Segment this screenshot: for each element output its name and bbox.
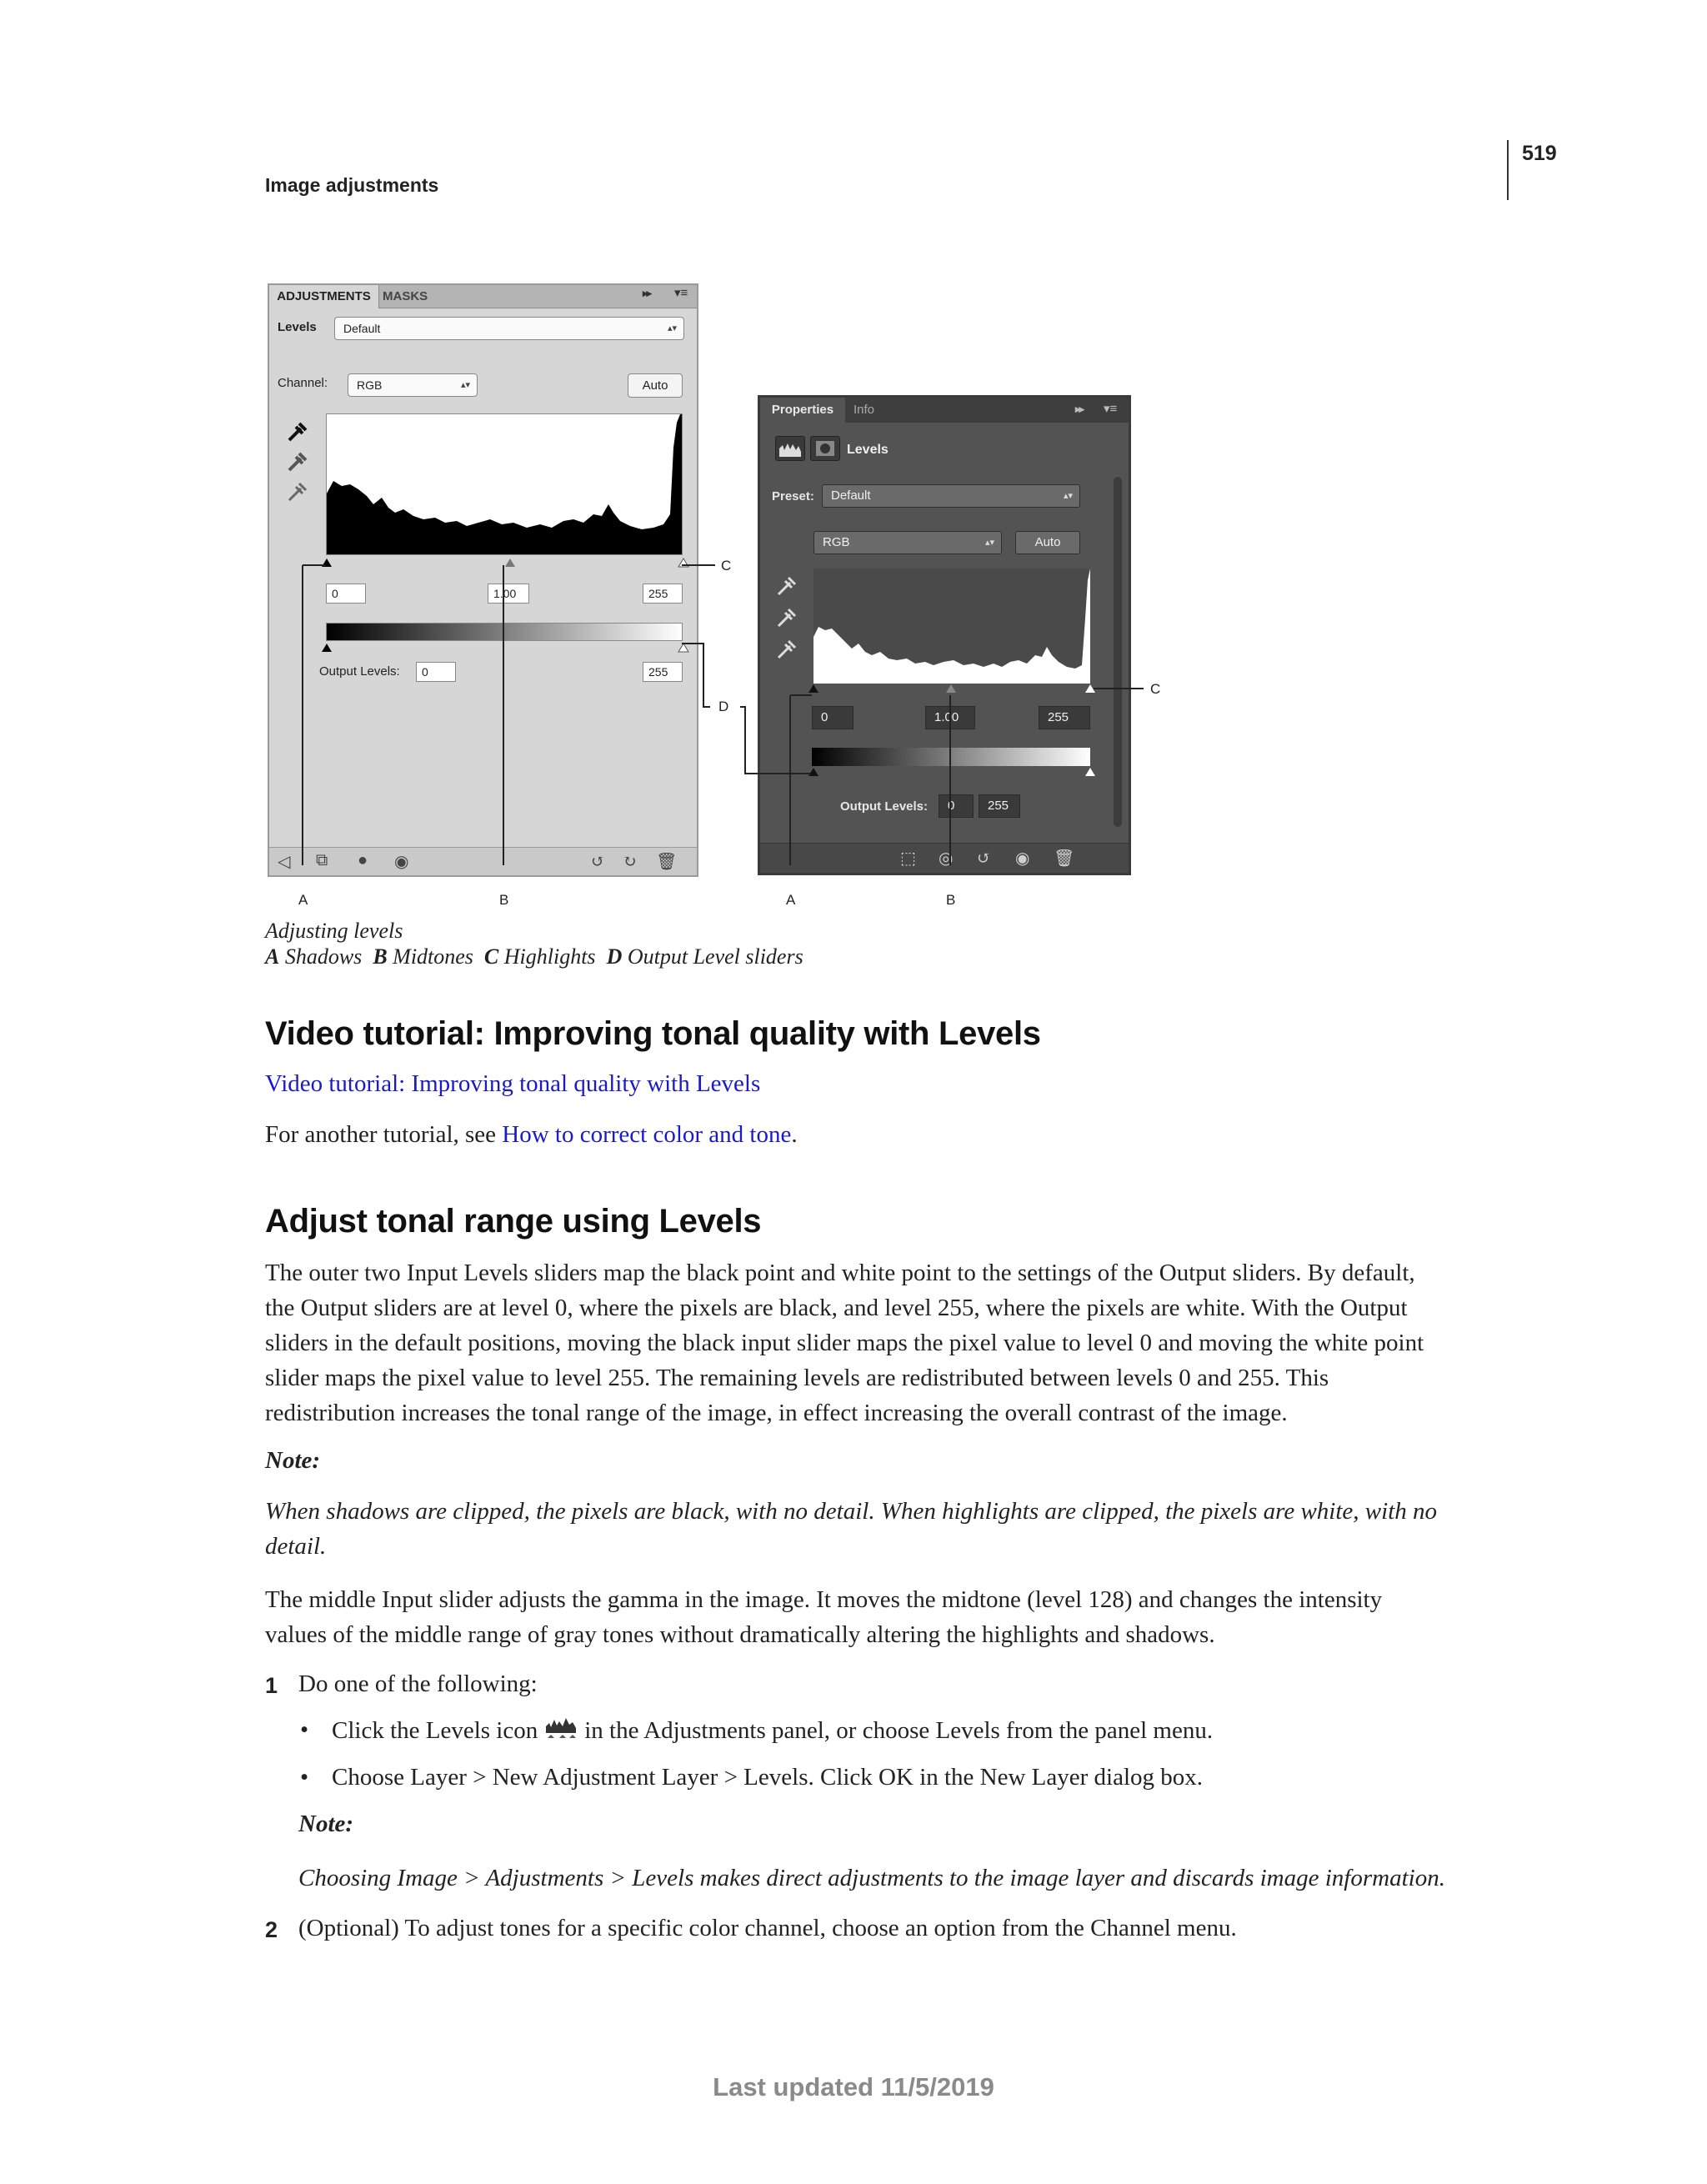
- output-white-field[interactable]: 255: [643, 662, 683, 682]
- note-text: [265, 1494, 1499, 1564]
- select-arrows-icon: ▴▾: [984, 538, 994, 548]
- caption-text: Shadows: [284, 944, 363, 969]
- adjust-tonal-range-heading: Adjust tonal range using Levels: [265, 1203, 762, 1240]
- preset-value: Default: [831, 488, 871, 503]
- bullet-2-glyph: •: [300, 1764, 309, 1791]
- paragraph-line: slider maps the pixel value to level 255. The remaining levels are redistributed between levels 0 and 255. This: [265, 1365, 1329, 1391]
- select-arrows-icon: ▴▾: [460, 380, 470, 390]
- auto-button[interactable]: Auto: [628, 373, 683, 398]
- callout-a-old: A: [298, 892, 308, 908]
- tab-properties[interactable]: Properties: [760, 398, 845, 423]
- clip-to-layer-icon[interactable]: ⧉: [316, 851, 328, 869]
- output-levels-label: Output Levels:: [840, 799, 929, 814]
- callout-line-d-new: [740, 707, 810, 774]
- note-label: Note:: [265, 1447, 321, 1474]
- clip-to-layer-icon[interactable]: ⬚: [900, 849, 916, 868]
- input-black-field[interactable]: 0: [812, 706, 854, 729]
- paragraph-line: The middle Input slider adjusts the gamma in the image. It moves the midtone (level 128) and changes the intensity: [265, 1586, 1383, 1613]
- figure-caption-legend: [265, 944, 803, 969]
- last-updated-footer: Last updated 11/5/2019: [713, 2072, 994, 2101]
- caption-text: Midtones: [393, 944, 473, 969]
- trash-icon[interactable]: 🗑: [656, 853, 678, 871]
- view-previous-icon[interactable]: ◎: [939, 849, 954, 868]
- levels-figure: [265, 282, 1182, 924]
- callout-c-new: C: [1150, 681, 1161, 697]
- output-black-field[interactable]: 0: [939, 794, 974, 818]
- tab-adjustments[interactable]: ADJUSTMENTS: [269, 285, 379, 308]
- input-black-field[interactable]: 0: [326, 584, 366, 604]
- note-2-label: Note:: [298, 1811, 354, 1837]
- reset-icon[interactable]: ↺: [977, 849, 991, 868]
- collapse-icon[interactable]: ▸▸: [643, 287, 651, 299]
- back-arrow-icon[interactable]: ◁: [278, 853, 291, 871]
- panel-menu-icon[interactable]: ▾≡: [674, 286, 688, 300]
- visibility-eye-icon[interactable]: ◉: [394, 853, 409, 871]
- another-tutorial-prefix: For another tutorial, see: [265, 1121, 503, 1148]
- bullet-1-before: Click the Levels icon: [332, 1717, 538, 1744]
- paragraph-line: redistribution increases the tonal range of the image, in effect increasing the overall contrast of the image.: [265, 1400, 1288, 1426]
- bullet-1-glyph: •: [300, 1716, 309, 1743]
- collapse-icon[interactable]: ▸▸: [1075, 403, 1084, 415]
- levels-label: Levels: [278, 320, 317, 334]
- levels-paragraph-1: [265, 1255, 1499, 1430]
- step-2-text: (Optional) To adjust tones for a specific color channel, choose an option from the Channel menu.: [298, 1915, 1237, 1941]
- paragraph-line: values of the middle range of gray tones without dramatically altering the highlights and shadows.: [265, 1621, 1215, 1648]
- paragraph-line: sliders in the default positions, moving the black input slider maps the pixel value to level 0 and moving the white point: [265, 1330, 1424, 1356]
- header-rule: [1507, 140, 1509, 200]
- channel-label: Channel:: [278, 376, 328, 390]
- output-levels-label: Output Levels:: [319, 664, 400, 679]
- input-white-field[interactable]: 255: [643, 584, 683, 604]
- callout-c-old: C: [721, 558, 732, 574]
- tab-info[interactable]: Info: [854, 403, 875, 417]
- channel-value: RGB: [823, 535, 850, 549]
- levels-icon: [544, 1716, 578, 1741]
- bullet-1-after: in the Adjustments panel, or choose Levels from the panel menu.: [584, 1717, 1214, 1744]
- figure-caption-title: Adjusting levels: [265, 919, 403, 943]
- preset-label: Preset:: [772, 489, 814, 503]
- bullet-1-text: [332, 1716, 1213, 1745]
- video-tutorial-link[interactable]: Video tutorial: Improving tonal quality with Levels: [265, 1070, 761, 1097]
- callout-line-a-old: [303, 565, 325, 865]
- paragraph-line: The outer two Input Levels sliders map the black point and white point to the settings of the Output sliders. By default,: [265, 1260, 1415, 1286]
- caption-text: Output Level sliders: [627, 944, 803, 969]
- bullet-2-text: Choose Layer > New Adjustment Layer > Levels. Click OK in the New Layer dialog box.: [332, 1764, 1204, 1791]
- callout-a-new: A: [786, 892, 796, 908]
- preset-value: Default: [343, 322, 381, 335]
- callout-b-old: B: [499, 892, 509, 908]
- panel-menu-icon[interactable]: ▾≡: [1104, 402, 1118, 416]
- reset-icon[interactable]: ↻: [623, 853, 637, 871]
- select-arrows-icon: ▴▾: [667, 323, 677, 333]
- page-number: 519: [1522, 142, 1557, 165]
- auto-button[interactable]: Auto: [1015, 531, 1080, 554]
- step-2-number: 2: [265, 1917, 278, 1942]
- section-header: Image adjustments: [265, 174, 439, 196]
- output-white-field[interactable]: 255: [979, 794, 1020, 818]
- levels-title: Levels: [847, 443, 889, 457]
- channel-value: RGB: [357, 378, 383, 392]
- tab-masks[interactable]: MASKS: [383, 289, 428, 303]
- layer-mask-icon[interactable]: ●: [358, 851, 368, 869]
- caption-letter: A: [265, 944, 280, 969]
- step-1-text: Do one of the following:: [298, 1671, 538, 1697]
- visibility-eye-icon[interactable]: ◉: [1015, 849, 1030, 868]
- caption-letter: C: [483, 944, 499, 969]
- another-tutorial-suffix: .: [791, 1121, 798, 1148]
- note-2-text: Choosing Image > Adjustments > Levels makes direct adjustments to the image layer and discards image information.: [298, 1865, 1445, 1891]
- input-gamma-field[interactable]: 1.00: [488, 584, 529, 604]
- note-line: detail.: [265, 1533, 327, 1560]
- output-black-field[interactable]: 0: [416, 662, 456, 682]
- video-tutorial-heading: Video tutorial: Improving tonal quality with Levels: [265, 1015, 1041, 1052]
- callout-line-d-old: [682, 644, 710, 707]
- correct-color-tone-link[interactable]: How to correct color and tone: [502, 1121, 792, 1148]
- trash-icon[interactable]: 🗑: [1054, 849, 1075, 868]
- caption-letter: D: [606, 944, 623, 969]
- callout-b-new: B: [946, 892, 956, 908]
- another-tutorial-paragraph: [265, 1117, 1499, 1152]
- paragraph-line: the Output sliders are at level 0, where the pixels are black, and level 255, where the pixels are white. With the Output: [265, 1295, 1408, 1321]
- select-arrows-icon: ▴▾: [1063, 491, 1073, 501]
- caption-letter: B: [373, 944, 388, 969]
- input-white-field[interactable]: 255: [1039, 706, 1090, 729]
- callout-lines: [265, 282, 1182, 924]
- callout-line-a-new: [790, 695, 812, 865]
- input-gamma-field[interactable]: 1.00: [925, 706, 975, 729]
- step-1-number: 1: [265, 1673, 278, 1698]
- note-line: When shadows are clipped, the pixels are black, with no detail. When highlights are clipped, the pixels are white, with no: [265, 1498, 1438, 1525]
- callout-d: D: [718, 699, 729, 714]
- levels-paragraph-2: [265, 1582, 1499, 1652]
- view-previous-icon[interactable]: ↺: [591, 853, 605, 871]
- caption-text: Highlights: [503, 944, 596, 969]
